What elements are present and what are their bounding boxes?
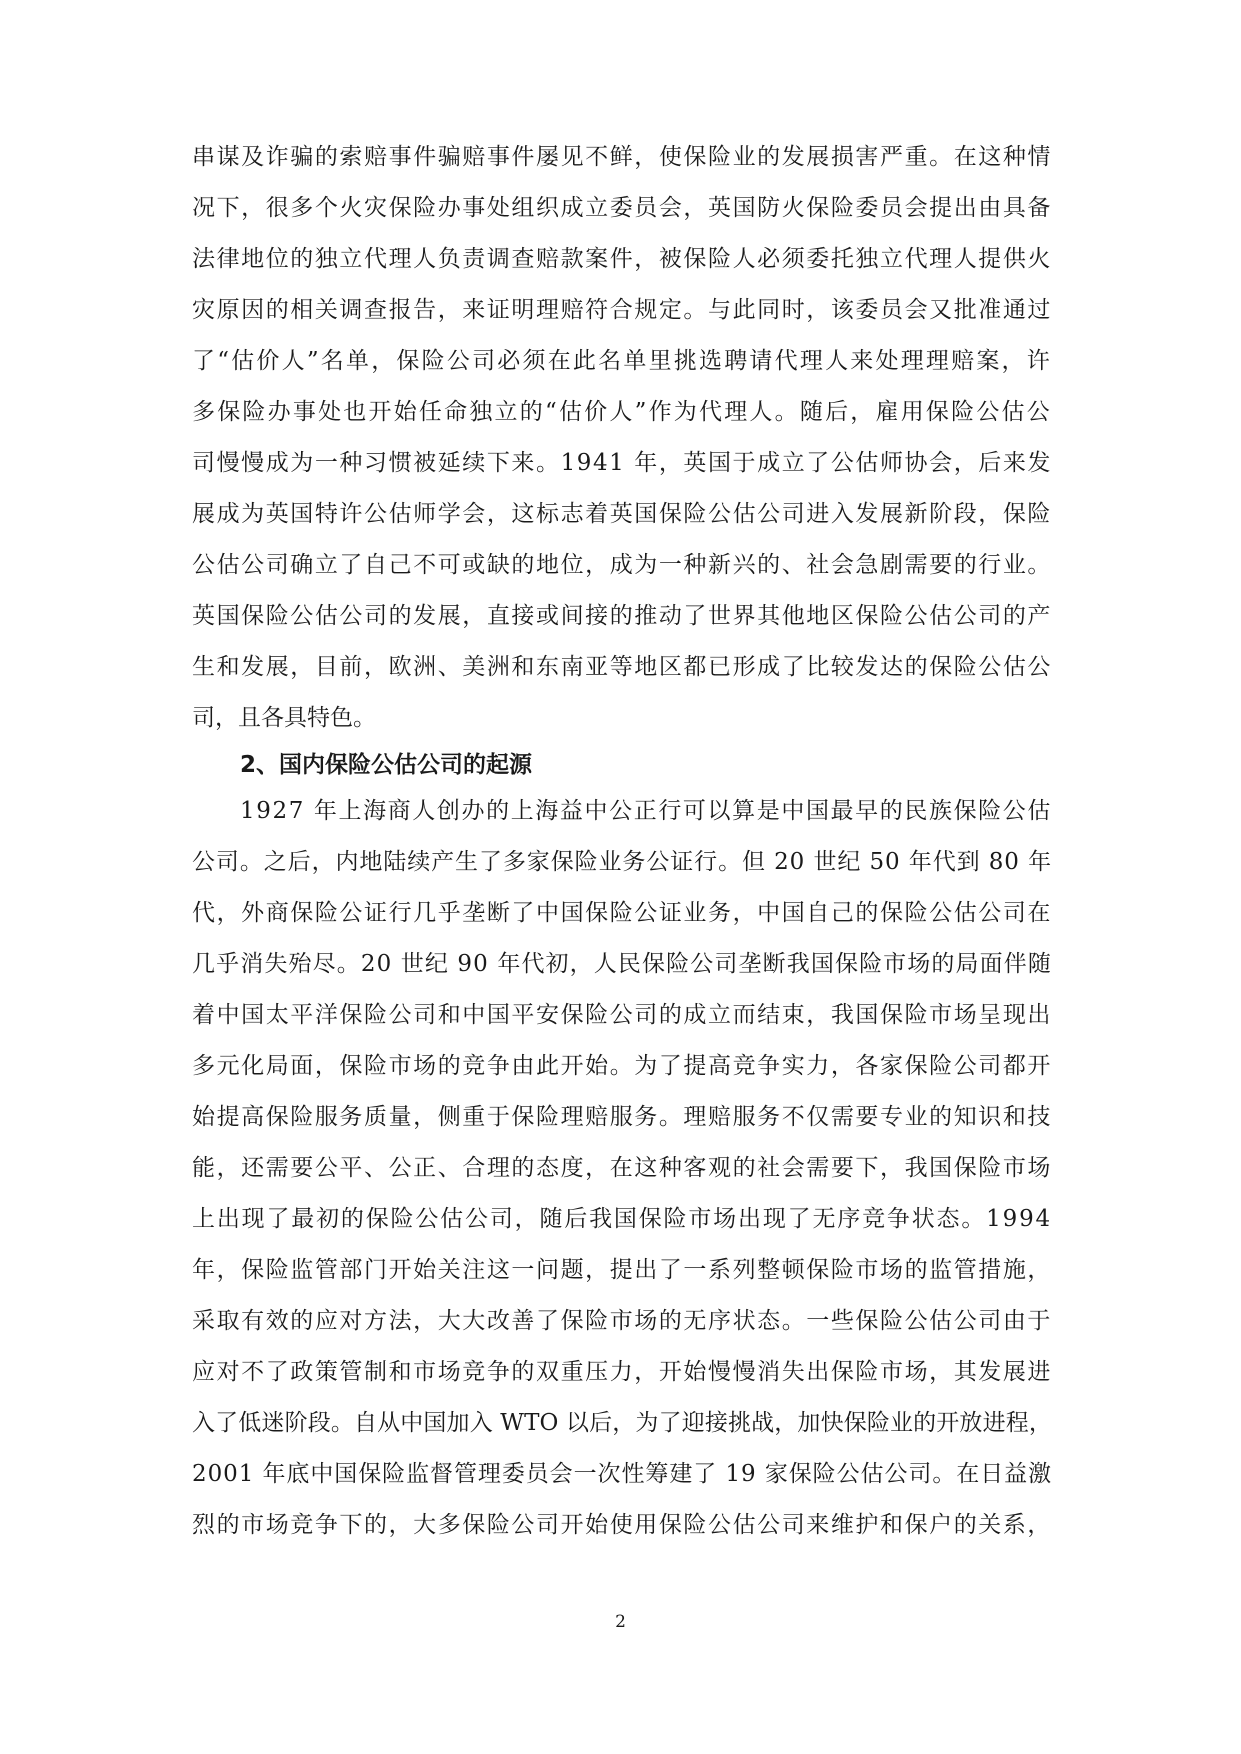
body-text-line: 灾原因的相关调查报告，来证明理赔符合规定。与此同时，该委员会又批准通过 [192, 297, 1052, 323]
body-text-line: 始提高保险服务质量，侧重于保险理赔服务。理赔服务不仅需要专业的知识和技 [192, 1104, 1052, 1130]
page-number: 2 [615, 1612, 626, 1632]
body-text-line: 着中国太平洋保险公司和中国平安保险公司的成立而结束，我国保险市场呈现出 [192, 1002, 1052, 1028]
body-text-line: 了“估价人”名单，保险公司必须在此名单里挑选聘请代理人来处理理赔案，许 [192, 348, 1052, 374]
body-text-line: 司，且各具特色。 [192, 705, 376, 731]
body-text-line: 公估公司确立了自己不可或缺的地位，成为一种新兴的、社会急剧需要的行业。 [192, 552, 1052, 578]
body-text-line: 况下，很多个火灾保险办事处组织成立委员会，英国防火保险委员会提出由具备 [192, 195, 1052, 221]
body-text-line: 公司。之后，内地陆续产生了多家保险业务公证行。但 20 世纪 50 年代到 80 年 [192, 849, 1052, 875]
body-text-line: 展成为英国特许公估师学会，这标志着英国保险公估公司进入发展新阶段，保险 [192, 501, 1052, 527]
body-text-line: 生和发展，目前，欧洲、美洲和东南亚等地区都已形成了比较发达的保险公估公 [192, 654, 1052, 680]
body-text-line: 几乎消失殆尽。20 世纪 90 年代初，人民保险公司垄断我国保险市场的局面伴随 [192, 951, 1052, 977]
body-text-line: 多保险办事处也开始任命独立的“估价人”作为代理人。随后，雇用保险公估公 [192, 399, 1052, 425]
body-text-line: 入了低迷阶段。自从中国加入 WTO 以后，为了迎接挑战，加快保险业的开放进程， [192, 1410, 1052, 1436]
section-heading: 2、国内保险公估公司的起源 [240, 752, 533, 778]
body-text-line: 2001 年底中国保险监督管理委员会一次性筹建了 19 家保险公估公司。在日益激 [192, 1461, 1052, 1487]
body-text-line: 多元化局面，保险市场的竞争由此开始。为了提高竞争实力，各家保险公司都开 [192, 1053, 1052, 1079]
body-text-line: 代，外商保险公证行几乎垄断了中国保险公证业务，中国自己的保险公估公司在 [192, 900, 1052, 926]
body-text-line: 烈的市场竞争下的，大多保险公司开始使用保险公估公司来维护和保户的关系， [192, 1512, 1052, 1538]
body-text-line: 串谋及诈骗的索赔事件骗赔事件屡见不鲜，使保险业的发展损害严重。在这种情 [192, 144, 1052, 170]
body-text-line: 采取有效的应对方法，大大改善了保险市场的无序状态。一些保险公估公司由于 [192, 1308, 1052, 1334]
body-text-line: 英国保险公估公司的发展，直接或间接的推动了世界其他地区保险公估公司的产 [192, 603, 1052, 629]
body-text-line: 法律地位的独立代理人负责调查赔款案件，被保险人必须委托独立代理人提供火 [192, 246, 1052, 272]
body-text-line: 1927 年上海商人创办的上海益中公正行可以算是中国最早的民族保险公估 [240, 798, 1052, 824]
body-text-line: 应对不了政策管制和市场竞争的双重压力，开始慢慢消失出保险市场，其发展进 [192, 1359, 1052, 1385]
body-text-line: 司慢慢成为一种习惯被延续下来。1941 年，英国于成立了公估师协会，后来发 [192, 450, 1052, 476]
body-text-line: 年，保险监管部门开始关注这一问题，提出了一系列整顿保险市场的监管措施， [192, 1257, 1052, 1283]
body-text-line: 能，还需要公平、公正、合理的态度，在这种客观的社会需要下，我国保险市场 [192, 1155, 1052, 1181]
body-text-line: 上出现了最初的保险公估公司，随后我国保险市场出现了无序竞争状态。1994 [192, 1206, 1052, 1232]
